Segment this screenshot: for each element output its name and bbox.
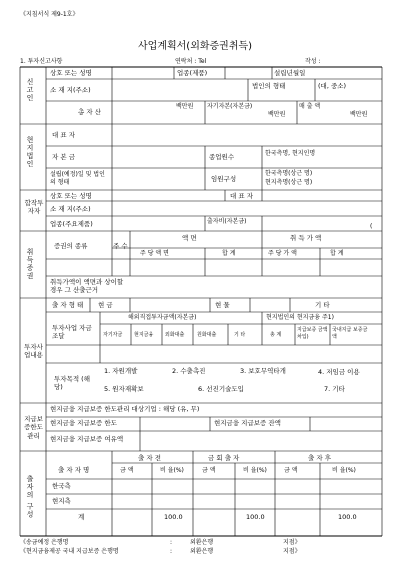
col-local-fin: 현지금융 (134, 332, 154, 338)
label-before: 출 자 전 (138, 454, 161, 462)
label-local-finance: 현지법인의 현지금융 주1) (266, 314, 334, 321)
purpose-6: 6. 선진기술도입 (198, 385, 244, 393)
footer-bank-colon: : (170, 539, 173, 546)
label-per-face: 주 당 액 면 (140, 250, 169, 257)
label-shares: 주 수 (113, 242, 128, 250)
unit-assets: 백만원 (176, 103, 194, 110)
label-other-form: 기 타 (315, 301, 330, 309)
group-joint-investor: 합작투자자 (24, 199, 44, 215)
footer-guarantee-bank: 《현지금융제공 국내 지급보증 은행명 (20, 548, 119, 555)
label-equity: 자기자본(자본금) (207, 103, 253, 110)
form-number: 《지침서식 제9-1호》 (20, 11, 79, 18)
total-ratio-before: 100.0 (164, 513, 183, 521)
col-amount-1: 금 액 (120, 467, 134, 474)
footer-guarantee-colon: : (170, 548, 173, 555)
label-price-total: 합 계 (330, 250, 344, 257)
purpose-5: 5. 원자재확보 (104, 385, 144, 393)
label-joint-business: 업종(주요제품) (50, 220, 93, 228)
footer-bank-fx: 외환은행 (190, 539, 214, 546)
value-officers-local: 현지측명(상근 명) (265, 179, 313, 186)
group-local-corp: 현지법인 (26, 136, 34, 168)
label-this: 금 회 출 자 (208, 454, 240, 462)
label-per-price: 주 당 가 액 (268, 250, 297, 257)
label-joint-address: 소 재 지(주소) (50, 205, 91, 213)
total-ratio-after: 100.0 (338, 513, 357, 521)
label-direct-invest: 해외직접투자금액(자본금) (128, 314, 197, 321)
col-domestic-guarantee: 국내지급 보증금액 (332, 327, 368, 340)
label-after: 출 자 후 (308, 454, 331, 462)
purpose-3: 3. 보호무역타개 (240, 367, 286, 375)
label-investor-name: 출 자 자 명 (58, 466, 90, 474)
label-local-founded: 설립(예정)일 및 법인의 형태 (50, 171, 105, 186)
label-address: 소 재 지(주소) (50, 86, 91, 94)
section-title: 1. 투자신고사항 (20, 58, 63, 65)
col-own-funds: 자기자금 (103, 332, 123, 338)
footer-guarantee-fx: 외환은행 (190, 548, 214, 555)
label-purpose: 투자목적 (해 당) (54, 375, 90, 392)
total-ratio-this: 100.0 (246, 513, 265, 521)
label-ceo: 대 표 자 (52, 131, 75, 139)
purpose-1: 1. 자원개발 (104, 367, 138, 375)
group-guarantee: 지급보증한도관리 (24, 415, 43, 440)
footer-bank-branch: 지점》 (283, 539, 301, 546)
footer-bank: 《송금예정 은행명 (20, 539, 69, 546)
row-korea: 한국측 (52, 482, 71, 490)
group-securities: 취득증권 (26, 248, 34, 280)
value-staff: 한국측명, 현지인명 (265, 150, 316, 157)
label-face-value: 액 면 (182, 234, 197, 242)
value-corp-type: (대, 중소) (318, 82, 347, 90)
label-fund-raising: 투자사업 자금조달 (52, 324, 92, 341)
label-joint-ceo: 대 표 자 (230, 192, 253, 200)
col-other: 기 타 (234, 332, 246, 338)
unit-equity: 백만원 (268, 111, 286, 118)
label-invest-form: 출 자 형 태 (52, 301, 84, 309)
label-guarantee-remaining: 현지금융 지급보증 여유액 (50, 435, 124, 443)
page-title: 사업계획서(외화증권취득) (138, 41, 253, 52)
unit-sales: 백만원 (350, 111, 368, 118)
note-price-basis: 취득가액이 액면과 상이할 경우 그 산출근거 (50, 278, 124, 295)
purpose-7: 7. 기타 (324, 385, 345, 393)
group-plan: 투자사업내용 (24, 343, 43, 360)
author-label: 작성 : (305, 58, 321, 65)
label-business: 업종(제품) (177, 69, 208, 77)
group-declarant: 신고인 (26, 78, 34, 102)
label-sales: 매 출 액 (299, 103, 321, 110)
col-ratio-1: 비 율(%) (160, 467, 184, 474)
contact-label: 연락처 : Tel (175, 58, 207, 65)
col-total: 총 계 (270, 332, 282, 338)
label-total-assets: 총 자 산 (78, 108, 101, 116)
label-joint-name: 상호 또는 성명 (50, 192, 92, 200)
row-total: 계 (78, 513, 85, 521)
label-staff: 종업원수 (209, 153, 235, 161)
label-company-name: 상호 또는 성명 (50, 69, 92, 77)
label-joint-share: 출자비(자본금) (207, 218, 247, 225)
label-corp-type: 법인의 형태 (252, 82, 286, 90)
label-goods: 현 물 (215, 301, 230, 309)
footer-guarantee-branch: 지점》 (283, 548, 301, 555)
col-krw-loan: 원화대출 (197, 332, 217, 338)
col-ratio-3: 비 율(%) (332, 467, 356, 474)
label-cash: 현 금 (98, 301, 113, 309)
label-face-total: 합 계 (222, 250, 236, 257)
label-officers: 임원구성 (211, 175, 237, 183)
label-acquisition: 취 득 가 액 (290, 234, 322, 242)
group-composition: 출자의 구성 (26, 475, 34, 519)
value-joint-share: ( (370, 223, 373, 230)
label-guarantee-limit: 현지금융 지급보증 한도 (50, 419, 117, 427)
label-founded: 설립년월일 (274, 69, 306, 77)
guarantee-target: 현지금융 지급보증 한도관리 대상기업 : 해당 (유, 무) (50, 405, 200, 413)
col-guarantee-amount: 지급보증 금액 차입) (297, 327, 328, 340)
purpose-2: 2. 수출촉진 (172, 367, 206, 375)
label-security-kind: 증권의 종류 (54, 242, 88, 250)
col-amount-3: 금 액 (284, 467, 298, 474)
label-guarantee-balance: 현지금융 지급보증 잔액 (214, 419, 281, 427)
col-ratio-2: 비 율(%) (243, 467, 267, 474)
row-local: 현지측 (52, 497, 71, 505)
col-fx-loan: 외화대출 (165, 332, 185, 338)
col-amount-2: 금 액 (202, 467, 216, 474)
label-capital: 자 본 금 (52, 153, 75, 161)
value-officers-korea: 한국측명(상근 명) (265, 170, 313, 177)
purpose-4: 4. 저임금 이용 (318, 368, 360, 376)
